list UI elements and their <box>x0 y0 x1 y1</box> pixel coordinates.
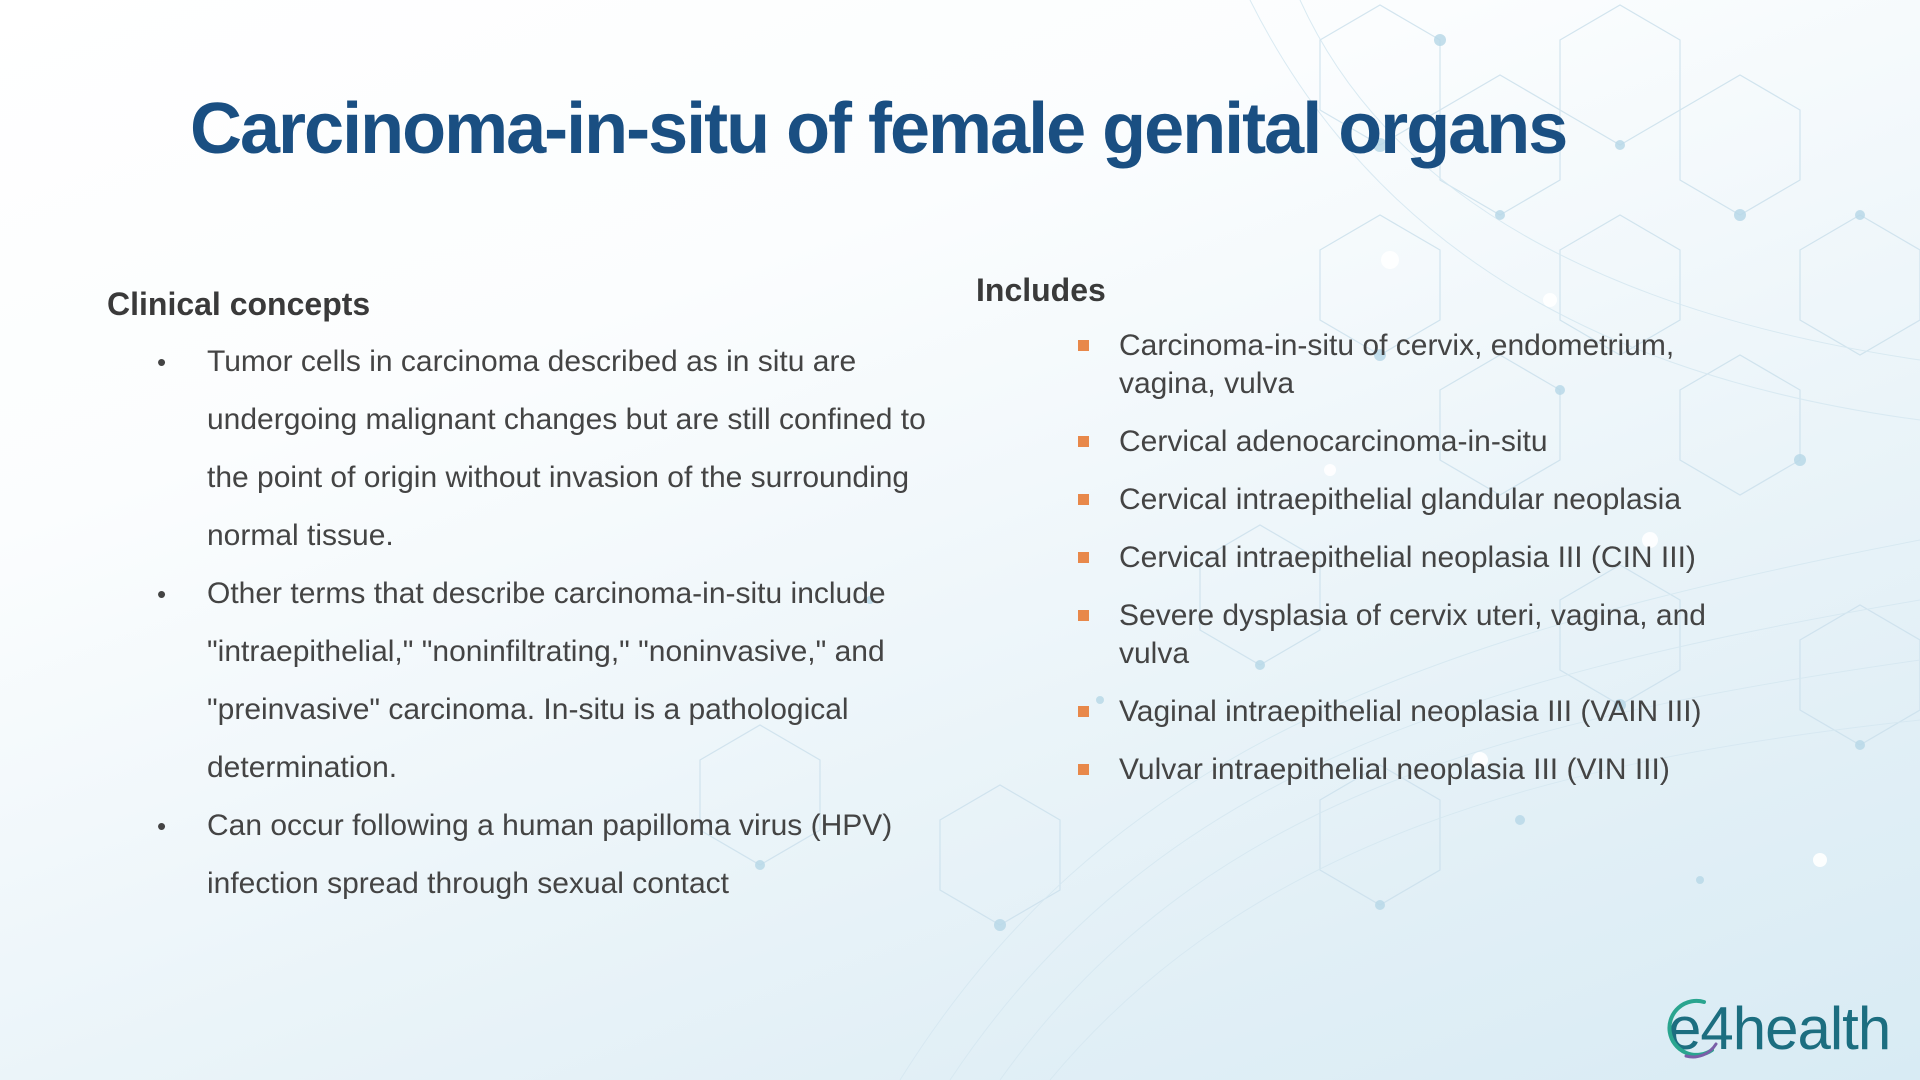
square-bullet-icon <box>1078 436 1089 447</box>
logo-text: e4health <box>1668 995 1891 1062</box>
clinical-concepts-heading: Clinical concepts <box>107 286 371 322</box>
list-item-text: Other terms that describe carcinoma-in-situ include "intraepithelial," "noninfiltrating," "noninvasive," and "preinvasive" carcinoma. In-situ is a pathological determination. <box>207 577 886 784</box>
list-item-text: Tumor cells in carcinoma described as in situ are undergoing malignant changes but are still confined to the point of origin without invasion of the surrounding normal tissue. <box>207 345 926 552</box>
clinical-concepts-section <box>107 286 927 913</box>
logo-arc-icon <box>1664 994 1724 1064</box>
list-item <box>976 423 1769 461</box>
square-bullet-icon <box>1078 610 1089 621</box>
includes-section <box>976 272 1876 809</box>
clinical-concepts-list <box>107 333 927 913</box>
list-item <box>976 751 1769 789</box>
list-item <box>976 693 1769 731</box>
page-title: Carcinoma-in-situ of female genital organs <box>190 89 1567 169</box>
list-item <box>107 797 927 913</box>
list-item-text: Cervical intraepithelial neoplasia III (CIN III) <box>1119 541 1696 574</box>
list-item <box>976 327 1769 403</box>
bullet-dot-icon: • <box>157 347 167 377</box>
square-bullet-icon <box>1078 764 1089 775</box>
list-item-text: Carcinoma-in-situ of cervix, endometrium, vagina, vulva <box>1119 329 1675 400</box>
square-bullet-icon <box>1078 552 1089 563</box>
bullet-dot-icon: • <box>157 811 167 841</box>
includes-heading: Includes <box>976 272 1106 308</box>
square-bullet-icon <box>1078 494 1089 505</box>
list-item <box>976 481 1769 519</box>
list-item-text: Can occur following a human papilloma virus (HPV) infection spread through sexual contact <box>207 809 893 900</box>
list-item-text: Severe dysplasia of cervix uteri, vagina, and vulva <box>1119 599 1706 670</box>
list-item-text: Vaginal intraepithelial neoplasia III (VAIN III) <box>1119 695 1702 728</box>
square-bullet-icon <box>1078 706 1089 717</box>
bullet-dot-icon: • <box>157 579 167 609</box>
list-item-text: Cervical intraepithelial glandular neoplasia <box>1119 483 1682 516</box>
list-item <box>976 539 1769 577</box>
includes-list <box>976 327 1876 789</box>
list-item <box>976 597 1769 673</box>
list-item <box>107 565 927 797</box>
list-item-text: Cervical adenocarcinoma-in-situ <box>1119 425 1548 458</box>
square-bullet-icon <box>1078 340 1089 351</box>
e4health-logo <box>1668 994 1890 1064</box>
list-item <box>107 333 927 565</box>
list-item-text: Vulvar intraepithelial neoplasia III (VIN III) <box>1119 753 1670 786</box>
